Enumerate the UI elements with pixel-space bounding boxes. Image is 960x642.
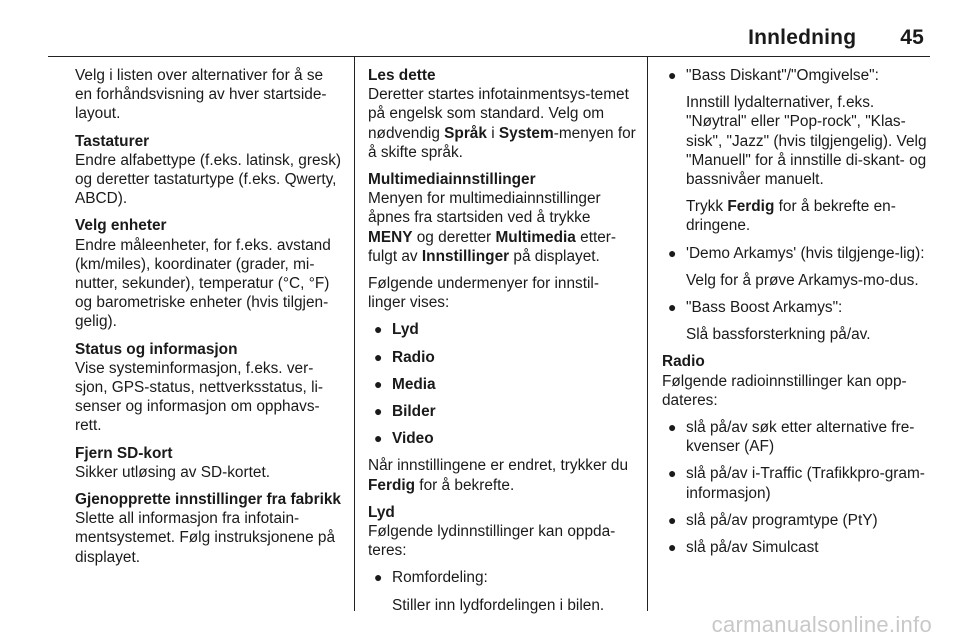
section-radio <box>662 352 930 410</box>
note-read-this <box>368 66 636 162</box>
chapter-title: Innledning <box>748 26 857 49</box>
list-item: ● Media <box>374 375 436 393</box>
section-sd-card <box>75 444 343 482</box>
list-item: ● "Bass Diskant"/"Omgivelse": Innstill lydalternativer, f.eks. "Nøytral" eller "Pop-rock", "Klas-sisk", "Jazz" (hvis tilgjengelig). Velg "Manuell" for å innstille di-skant- og bassnivåer manuelt. Trykk Ferdig for å bekrefte en-dringene. <box>668 67 927 235</box>
section-title: Gjenopprette innstillinger fra fabrikk <box>75 491 341 509</box>
section-title: Radio <box>662 353 705 371</box>
submenus-intro: Følgende undermenyer for innstil-linger vises: <box>368 275 599 312</box>
list-item: ● slå på/av søk etter alternative fre-kvenser (AF) <box>668 419 915 456</box>
section-text: Vise systeminformasjon, f.eks. ver-sjon, GPS-status, nettverksstatus, li-senser og informasjon om opphavs-rett. <box>75 359 324 435</box>
list-item: ● 'Demo Arkamys' (hvis tilgjenge-lig): Velg for å prøve Arkamys-mo-dus. <box>668 244 925 289</box>
section-title: Fjern SD-kort <box>75 444 173 462</box>
section-text: Slette all informasjon fra infotain-mentsystemet. Følg instruksjonene på displayet. <box>75 510 336 566</box>
section-text: Menyen for multimediainnstillinger åpnes fra startsiden ved å trykke MENY og deretter Multimedia etter-fulgt av Innstillinger på displayet. <box>368 190 617 265</box>
after-text: Når innstillingene er endret, trykker du Ferdig for å bekrefte. <box>368 457 629 494</box>
list-item: ● Bilder <box>374 403 436 421</box>
watermark: carmanualsonline.info <box>711 612 932 637</box>
list-item: ● slå på/av Simulcast <box>668 539 819 557</box>
list-item: ● Video <box>374 430 434 448</box>
page-header <box>748 26 924 50</box>
section-title: Lyd <box>368 503 395 521</box>
section-keyboards <box>75 132 343 209</box>
section-text: Følgende lydinnstillinger kan oppda-teres: <box>368 523 616 560</box>
section-title: Multimediainnstillinger <box>368 171 536 189</box>
column-2 <box>368 66 636 623</box>
list-item: ● "Bass Boost Arkamys": Slå bassforsterkning på/av. <box>668 299 871 344</box>
section-status <box>75 340 343 436</box>
section-sound <box>368 503 636 561</box>
note-title: Les dette <box>368 67 436 84</box>
list-item: ● Lyd <box>374 321 419 339</box>
list-item: ● slå på/av i-Traffic (Trafikkpro-gram-informasjon) <box>668 465 925 502</box>
note-text: Deretter startes infotainmentsys-temet på engelsk som standard. Velg om nødvendig Språk i System-menyen for å skifte språk. <box>368 86 636 161</box>
section-text: Følgende radioinnstillinger kan opp-dateres: <box>662 372 907 409</box>
header-rule <box>48 56 930 57</box>
column-3 <box>662 66 930 565</box>
list-item: ● Romfordeling: Stiller inn lydfordelingen i bilen. <box>374 569 605 614</box>
section-title: Velg enheter <box>75 217 167 235</box>
page-number: 45 <box>900 26 924 49</box>
list-item: ● Radio <box>374 348 435 366</box>
column-divider-1 <box>354 57 355 611</box>
section-text: Endre alfabettype (f.eks. latinsk, gresk) og deretter tastaturtype (f.eks. Qwerty, ABCD). <box>75 151 342 208</box>
section-units <box>75 216 343 331</box>
section-text: Sikker utløsing av SD-kortet. <box>75 463 271 481</box>
column-divider-2 <box>647 57 648 611</box>
section-text: Endre måleenheter, for f.eks. avstand (km/miles), koordinater (grader, mi-nutter, sekunder), temperatur (°C, °F) og barometriske enheter (hvis tilgjen-gelig). <box>75 236 331 331</box>
intro-text: Velg i listen over alternativer for å se en forhåndsvisning av hver startside-layout. <box>75 67 327 123</box>
section-multimedia <box>368 170 636 266</box>
list-item: ● slå på/av programtype (PtY) <box>668 511 878 529</box>
column-1 <box>75 66 343 575</box>
section-title: Tastaturer <box>75 132 150 150</box>
section-title: Status og informasjon <box>75 340 238 358</box>
section-factory-reset <box>75 490 343 567</box>
